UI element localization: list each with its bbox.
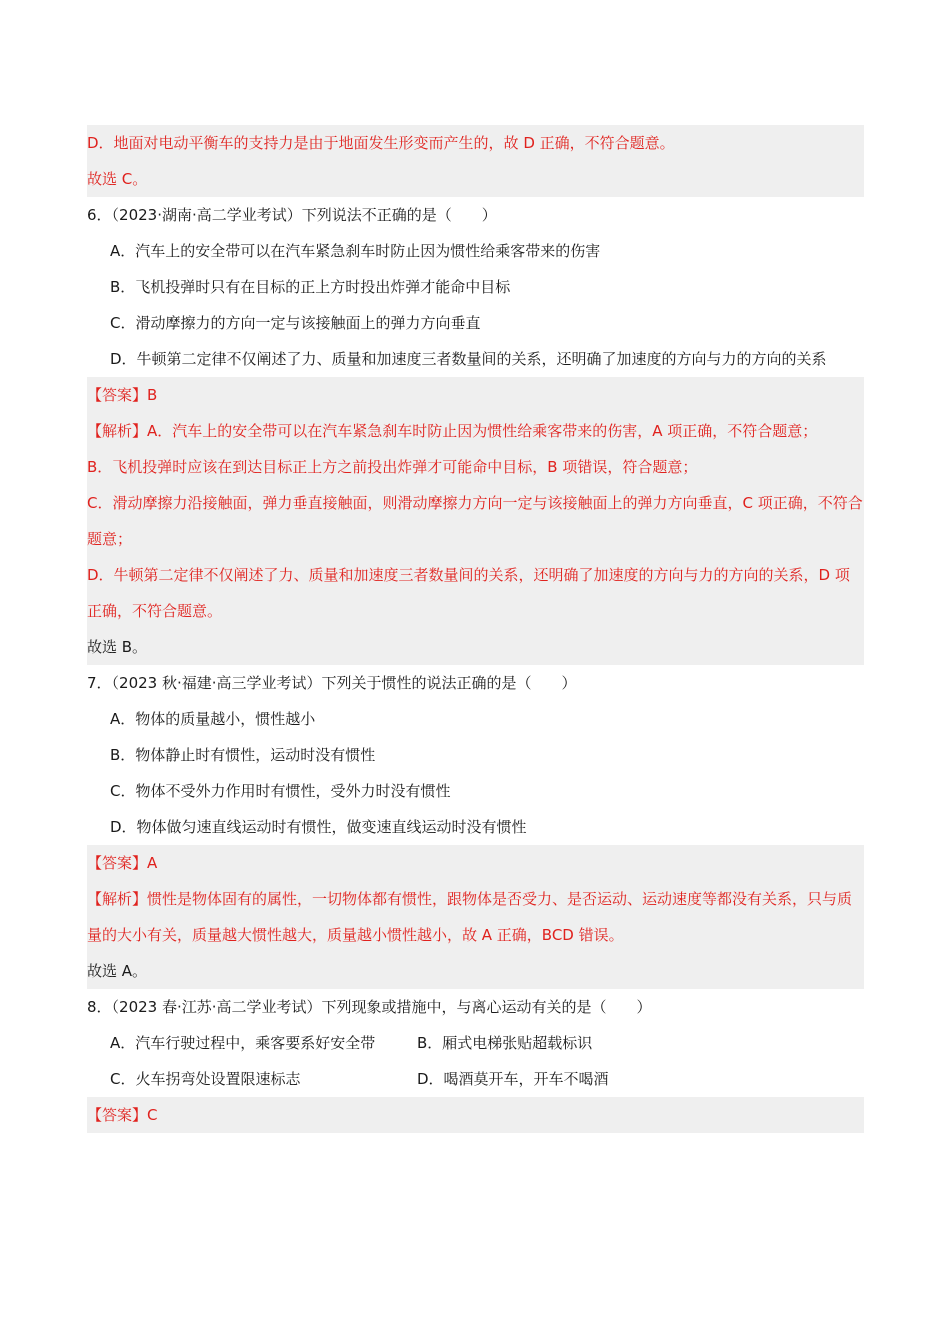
question-6 <box>87 197 864 377</box>
option-c: C．滑动摩擦力的方向一定与该接触面上的弹力方向垂直 <box>110 314 481 332</box>
option-c: C．物体不受外力作用时有惯性，受外力时没有惯性 <box>110 782 451 800</box>
analysis-text: 【解析】惯性是物体固有的属性，一切物体都有惯性，跟物体是否受力、是否运动、运动速度等都没有关系，只与质量的大小有关，质量越大惯性越大，质量越小惯性越小，故 A 正确，BCD 错误。 <box>87 890 853 944</box>
question-stem: 6．（2023·湖南·高二学业考试）下列说法不正确的是（ ） <box>87 206 497 224</box>
option-a: A．物体的质量越小，惯性越小 <box>110 710 316 728</box>
previous-analysis-block <box>87 125 864 197</box>
answer-block-8 <box>87 1097 864 1133</box>
question-7 <box>87 665 864 845</box>
analysis-line: D．地面对电动平衡车的支持力是由于地面发生形变而产生的，故 D 正确，不符合题意。 <box>87 134 675 152</box>
option-d: D．物体做匀速直线运动时有惯性，做变速直线运动时没有惯性 <box>110 818 527 836</box>
options-row-2 <box>87 1061 864 1097</box>
option-b: B．厢式电梯张贴超载标识 <box>417 1034 593 1052</box>
answer-block-6 <box>87 377 864 665</box>
choice-line: 故选 A。 <box>87 962 148 980</box>
answer-label: 【答案】C <box>87 1106 158 1124</box>
choice-line: 故选 C。 <box>87 170 148 188</box>
choice-line: 故选 B。 <box>87 638 148 656</box>
answer-label: 【答案】B <box>87 386 158 404</box>
option-a: A．汽车行驶过程中，乘客要系好安全带 <box>110 1034 376 1052</box>
option-b: B．物体静止时有惯性，运动时没有惯性 <box>110 746 376 764</box>
answer-label: 【答案】A <box>87 854 158 872</box>
analysis-d: D．牛顿第二定律不仅阐述了力、质量和加速度三者数量间的关系，还明确了加速度的方向与力的方向的关系，D 项正确，不符合题意。 <box>87 566 850 620</box>
analysis-b: B．飞机投弹时应该在到达目标正上方之前投出炸弹才可能命中目标，B 项错误，符合题意； <box>87 458 698 476</box>
question-stem: 7．（2023 秋·福建·高三学业考试）下列关于惯性的说法正确的是（ ） <box>87 674 577 692</box>
option-c: C．火车拐弯处设置限速标志 <box>110 1070 301 1088</box>
options-row-1 <box>87 1025 864 1061</box>
question-8 <box>87 989 864 1097</box>
option-d: D．喝酒莫开车，开车不喝酒 <box>417 1070 609 1088</box>
document-page <box>87 125 864 1133</box>
option-b: B．飞机投弹时只有在目标的正上方时投出炸弹才能命中目标 <box>110 278 511 296</box>
question-stem: 8．（2023 春·江苏·高二学业考试）下列现象或措施中，与离心运动有关的是（ ） <box>87 998 652 1016</box>
option-d: D．牛顿第二定律不仅阐述了力、质量和加速度三者数量间的关系，还明确了加速度的方向与力的方向的关系 <box>110 350 827 368</box>
analysis-c: C．滑动摩擦力沿接触面，弹力垂直接触面，则滑动摩擦力方向一定与该接触面上的弹力方向垂直，C 项正确，不符合题意； <box>87 494 863 548</box>
answer-block-7 <box>87 845 864 989</box>
option-a: A．汽车上的安全带可以在汽车紧急刹车时防止因为惯性给乘客带来的伤害 <box>110 242 601 260</box>
analysis-a: 【解析】A．汽车上的安全带可以在汽车紧急刹车时防止因为惯性给乘客带来的伤害，A 项正确，不符合题意； <box>87 422 818 440</box>
